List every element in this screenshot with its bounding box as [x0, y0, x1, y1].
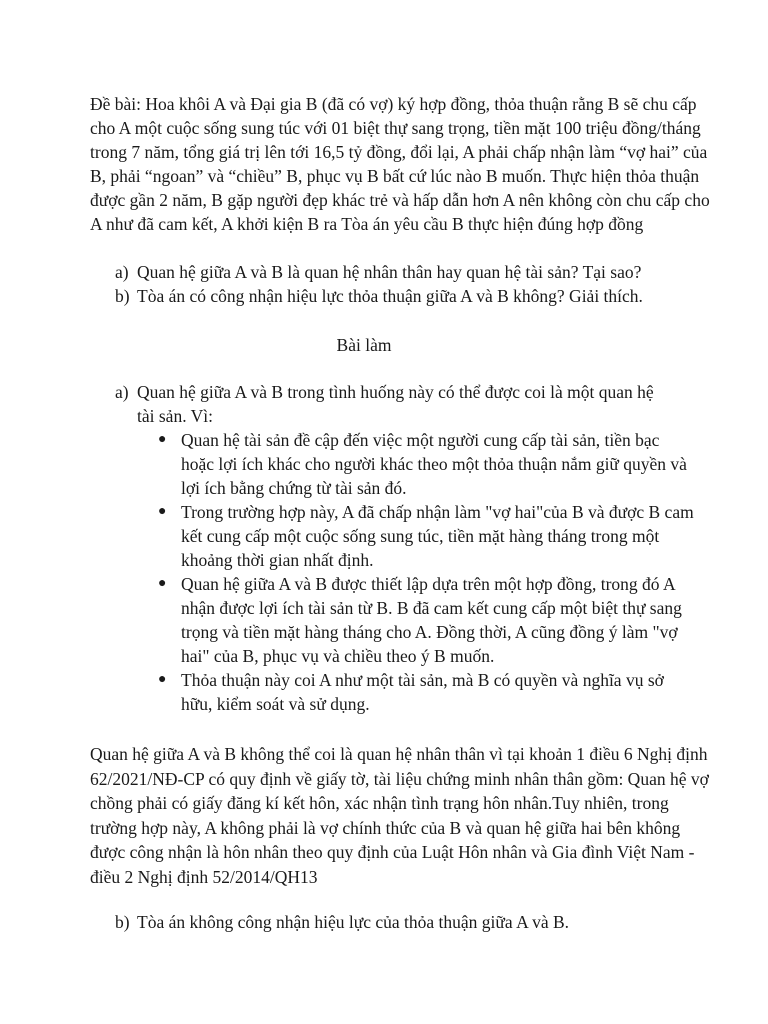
question-a-text: Quan hệ giữa A và B là quan hệ nhân thân hay quan hệ tài sản? Tại sao?: [137, 262, 642, 282]
list-item: [156, 572, 696, 668]
question-b-label: b): [115, 286, 130, 306]
list-item: [156, 428, 696, 500]
list-item: [156, 500, 696, 572]
answer-b-label: b): [115, 912, 130, 932]
list-item-text: Quan hệ tài sản đề cập đến việc một người cung cấp tài sản, tiền bạc hoặc lợi ích khác cho người khác theo một thỏa thuận nắm giữ quyền và lợi ích bằng chứng từ tài sản đó.: [181, 430, 687, 498]
answer-title: Bài làm: [336, 335, 392, 355]
bullet-icon: ●: [158, 672, 167, 687]
question-a-label: a): [115, 262, 129, 282]
reason-list: [156, 428, 696, 716]
answer-a: [115, 380, 675, 428]
question-b: [115, 284, 715, 308]
bullet-icon: ●: [158, 504, 167, 519]
answer-a-text: Quan hệ giữa A và B trong tình huống này có thể được coi là một quan hệ tài sản. Vì:: [137, 382, 654, 426]
question-b-text: Tòa án có công nhận hiệu lực thỏa thuận giữa A và B không? Giải thích.: [137, 286, 643, 306]
answer-b-text: Tòa án không công nhận hiệu lực của thỏa thuận giữa A và B.: [137, 912, 570, 932]
bullet-icon: ●: [158, 432, 167, 447]
list-item-text: Trong trường hợp này, A đã chấp nhận làm "vợ hai"của B và được B cam kết cung cấp một cuộc sống sung túc, tiền mặt hàng tháng trong một khoảng thời gian nhất định.: [181, 502, 694, 570]
problem-statement: Đề bài: Hoa khôi A và Đại gia B (đã có vợ) ký hợp đồng, thỏa thuận rằng B sẽ chu cấp cho A một cuộc sống sung túc với 01 biệt thự sang trọng, tiền mặt 100 triệu đồng/tháng trong 7 năm, tổng giá trị lên tới 16,5 tỷ đồng, đổi lại, A phải chấp nhận làm “vợ hai” của B, phải “ngoan” và “chiều” B, phục vụ B bất cứ lúc nào B muốn. Thực hiện thỏa thuận được gần 2 năm, B gặp người đẹp khác trẻ và hấp dẫn hơn A nên không còn chu cấp cho A như đã cam kết, A khởi kiện B ra Tòa án yêu cầu B thực hiện đúng hợp đồng: [90, 94, 710, 234]
list-item-text: Thỏa thuận này coi A như một tài sản, mà B có quyền và nghĩa vụ sở hữu, kiểm soát và sử dụng.: [181, 670, 664, 714]
answer-b: [115, 910, 715, 934]
explanation-paragraph: Quan hệ giữa A và B không thể coi là quan hệ nhân thân vì tại khoản 1 điều 6 Nghị định 62/2021/NĐ-CP có quy định về giấy tờ, tài liệu chứng minh nhân thân gồm: Quan hệ vợ chồng phải có giấy đăng kí kết hôn, xác nhận tình trạng hôn nhân.Tuy nhiên, trong trường hợp này, A không phải là vợ chính thức của B và quan hệ giữa hai bên không được công nhận là hôn nhân theo quy định của Luật Hôn nhân và Gia đình Việt Nam - điều 2 Nghị định 52/2014/QH13: [90, 744, 709, 887]
question-a: [115, 260, 715, 284]
list-item-text: Quan hệ giữa A và B được thiết lập dựa trên một hợp đồng, trong đó A nhận được lợi ích tài sản từ B. B đã cam kết cung cấp một biệt thự sang trọng và tiền mặt hàng tháng cho A. Đồng thời, A cũng đồng ý làm "vợ hai" của B, phục vụ và chiều theo ý B muốn.: [181, 574, 682, 666]
answer-a-label: a): [115, 382, 129, 402]
list-item: [156, 668, 696, 716]
bullet-icon: ●: [158, 576, 167, 591]
